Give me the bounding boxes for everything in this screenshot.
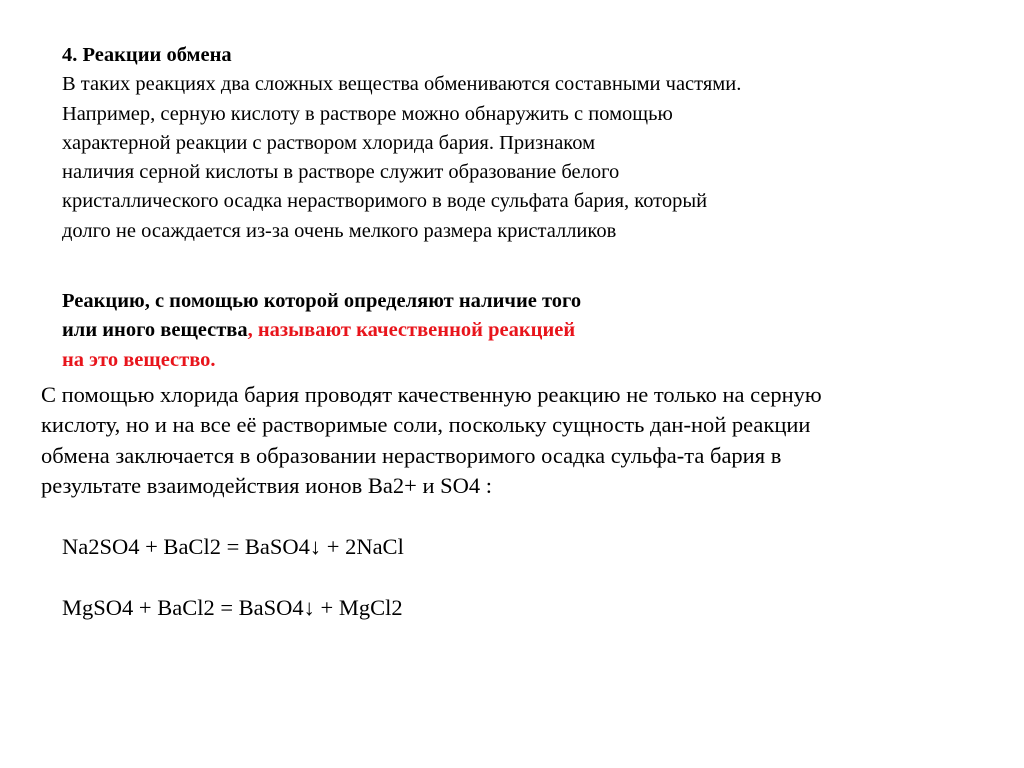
barium-section (41, 380, 822, 502)
intro-section (62, 41, 741, 246)
definition-text: или иного вещества (62, 319, 248, 342)
definition-highlight: , называют качественной реакцией (247, 319, 576, 342)
barium-line: С помощью хлорида бария проводят качественную реакцию не только на серную (41, 382, 822, 407)
intro-line: наличия серной кислоты в растворе служит образование белого (62, 161, 620, 184)
section-heading: 4. Реакции обмена (62, 44, 232, 66)
intro-line: характерной реакции с раствором хлорида бария. Признаком (62, 131, 596, 154)
barium-line: результате взаимодействия ионов Ba2+ и SO4 : (41, 473, 493, 499)
barium-line: кислоту, но и на все её растворимые соли, поскольку сущность дан-ной реакции (41, 412, 811, 438)
definition-line: Реакцию, с помощью которой определяют наличие того (62, 290, 582, 312)
definition-section (62, 287, 581, 375)
equation-magnesium-sulfate: MgSO4 + BaCl2 = BaSO4↓ + MgCl2 (62, 595, 403, 620)
intro-line: Например, серную кислоту в растворе можно обнаружить с помощью (62, 102, 673, 125)
intro-line: долго не осаждается из-за очень мелкого размера кристалликов (62, 219, 617, 242)
definition-line (62, 316, 581, 345)
definition-highlight-line: на это вещество. (62, 348, 216, 371)
intro-line: кристаллического осадка нерастворимого в воде сульфата бария, который (62, 190, 708, 213)
intro-line: В таких реакциях два сложных вещества обмениваются составными частями. (62, 73, 742, 96)
equation-sodium-sulfate: Na2SO4 + BaCl2 = BaSO4↓ + 2NaCl (62, 534, 404, 559)
barium-line: обмена заключается в образовании нерастворимого осадка сульфа-та бария в (41, 442, 782, 468)
